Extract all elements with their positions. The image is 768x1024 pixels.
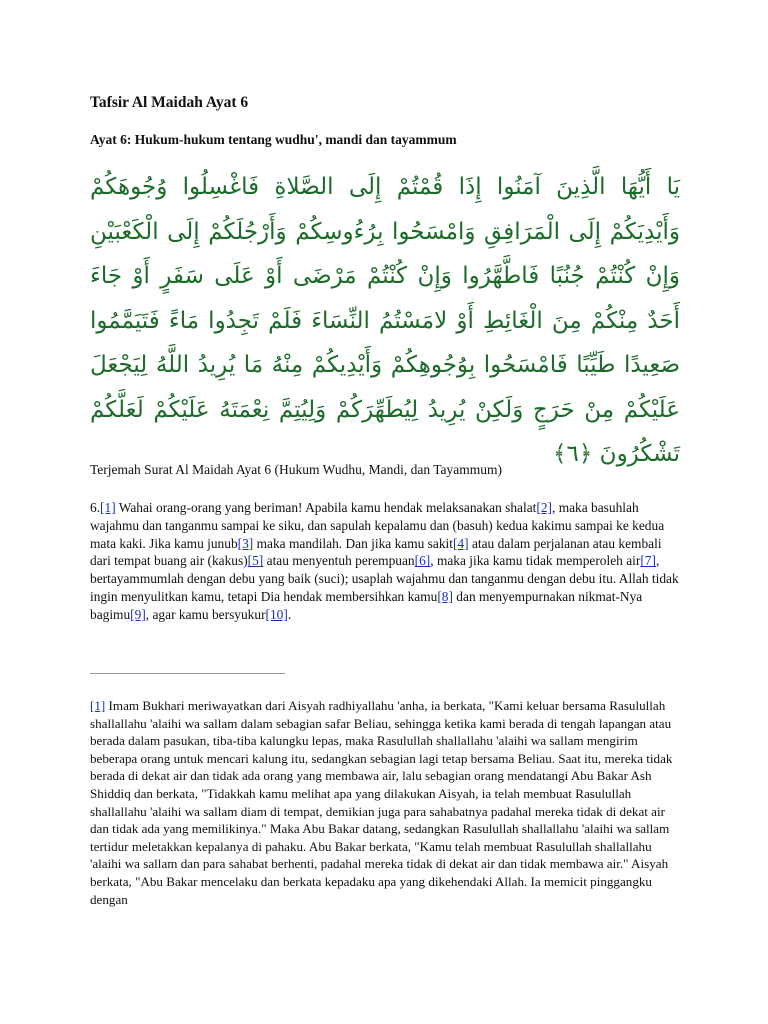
footnote-link-4[interactable]: [4] (452, 535, 469, 551)
translation-segment: maka mandilah. Dan jika kamu sakit (253, 535, 453, 551)
translation-segment: atau dalam perjalanan atau kembali dari tempat buang air (kakus) (90, 535, 662, 569)
translation-segment: , agar kamu bersyukur (145, 606, 266, 622)
translation-segment: , maka basuhlah wajahmu dan tanganmu sampai ke siku, dan sapulah kepalamu dan (basuh) kedua kakimu sampai ke kedua mata kaki. Jika kamu junub (90, 500, 665, 551)
footnote-link-2[interactable]: [2] (536, 500, 552, 515)
footnote-text: Imam Bukhari meriwayatkan dari Aisyah radhiyallahu 'anha, ia berkata, "Kami keluar bersama Rasulullah shallallahu 'alaihi wa sallam dalam sebagian safar Beliau, sehingga ketika kami berada di tengah lapangan atau berada dalam pasukan, tiba-tiba kalungku lepas, maka Rasulullah shallallahu 'alaihi wa sallam mengirim beberapa orang untuk mencari kalung itu, sedangkan sebagian lagi tetap bersama Beliau. Saat itu, mereka tidak berada di dekat air dan tidak ada orang yang membawa air, lalu sebagian orang mendatangi Abu Bakar Ash Shiddiq dan berkata, "Tidakkah kamu melihat apa yang dilakukan Aisyah, ia telah membuat Rasulullah shallallahu 'alaihi wa sallam diam di tempat, demikian juga para sahabatnya padahal mereka tidak di dekat air dan tidak ada yang memilikinya." Maka Abu Bakar datang, sedangkan Rasulullah shallallahu 'alaihi wa sallam tertidur meletakkan kepalanya di pahaku. Abu Bakar berkata, "Kamu telah membuat Rasulullah shallallahu 'alaihi wa sallam dan para sahabat berhenti, padahal mereka tidak di dekat air dan tidak membawa air." Aisyah berkata, "Abu Bakar mencelaku dan berkata kepadaku apa yang dikehendaki Allah. Ia memicit pinggangku dengan (90, 698, 673, 907)
footnote-1 (90, 697, 680, 908)
translation-title: Terjemah Surat Al Maidah Ayat 6 (Hukum Wudhu, Mandi, dan Tayammum) (90, 462, 503, 477)
page-title: Tafsir Al Maidah Ayat 6 (90, 94, 249, 111)
footnote-backlink-1[interactable]: [1] (90, 698, 106, 713)
footnote-link-10[interactable]: [10] (265, 606, 288, 622)
section-subtitle: Ayat 6: Hukum-hukum tentang wudhu', mandi dan tayammum (90, 132, 457, 147)
arabic-verse: يَا أَيُّهَا الَّذِينَ آمَنُوا إِذَا قُمْتُمْ إِلَى الصَّلاةِ فَاغْسِلُوا وُجُوهَكُمْ وَأَيْدِيَكُمْ إِلَى الْمَرَافِقِ وَامْسَحُوا بِرُءُوسِكُمْ وَأَرْجُلَكُمْ إِلَى الْكَعْبَيْنِ وَإِنْ كُنْتُمْ جُنُبًا فَاطَّهَّرُوا وَإِنْ كُنْتُمْ مَرْضَى أَوْ عَلَى سَفَرٍ أَوْ جَاءَ أَحَدٌ مِنْكُمْ مِنَ الْغَائِطِ أَوْ لامَسْتُمُ النِّسَاءَ فَلَمْ تَجِدُوا مَاءً فَتَيَمَّمُوا صَعِيدًا طَيِّبًا فَامْسَحُوا بِوُجُوهِكُمْ وَأَيْدِيكُمْ مِنْهُ مَا يُرِيدُ اللَّهُ لِيَجْعَلَ عَلَيْكُمْ مِنْ حَرَجٍ وَلَكِنْ يُرِيدُ لِيُطَهِّرَكُمْ وَلِيُتِمَّ نِعْمَتَهُ عَلَيْكُمْ لَعَلَّكُمْ تَشْكُرُونَ ﴿٦﴾ (90, 174, 680, 467)
translation-segment: Wahai orang-orang yang beriman! Apabila kamu hendak melaksanakan shalat (115, 500, 537, 515)
translation-segment: , bertayammumlah dengan debu yang baik (suci); usaplah wajahmu dan tanganmu dengan debu itu. Allah tidak ingin menyulitkan kamu, tetapi Dia hendak membersihkan kamu (90, 553, 679, 604)
footnote-link-5[interactable]: [5] (247, 553, 264, 569)
footnote-divider (90, 673, 285, 674)
translation-segment: dan menyempurnakan nikmat-Nya bagimu (90, 588, 643, 622)
footnote-link-3[interactable]: [3] (237, 535, 254, 551)
translation-segment: . (287, 606, 292, 622)
translation-segment: , maka jika kamu tidak memperoleh air (430, 553, 641, 569)
footnote-link-1[interactable]: [1] (100, 500, 116, 515)
footnote-link-8[interactable]: [8] (437, 588, 453, 604)
footnote-link-6[interactable]: [6] (414, 553, 431, 569)
verse-number: 6. (90, 500, 101, 515)
footnote-link-7[interactable]: [7] (640, 553, 656, 569)
translation-paragraph (90, 499, 680, 624)
footnote-link-9[interactable]: [9] (130, 606, 146, 622)
translation-segment: atau menyentuh perempuan (263, 553, 415, 569)
